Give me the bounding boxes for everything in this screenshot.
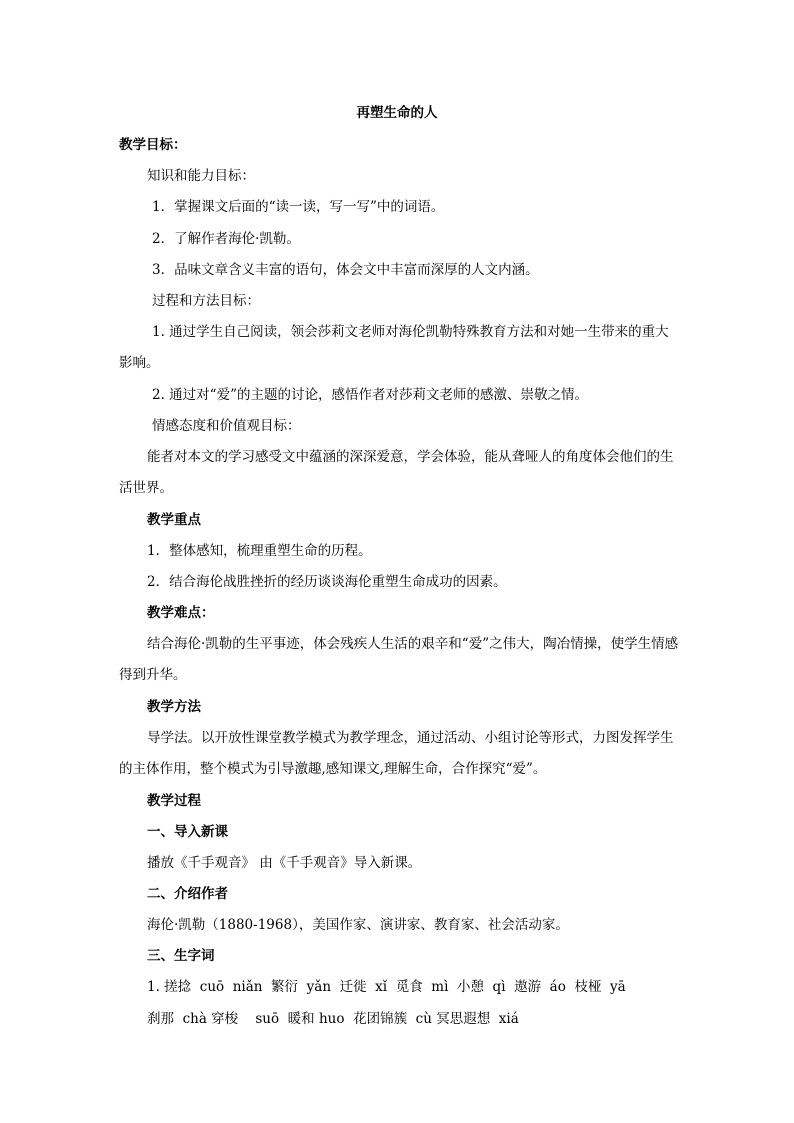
difficulties-heading: 教学难点：	[147, 605, 215, 621]
key-points-heading: 教学重点	[147, 512, 201, 528]
key-point-item-2: 2．结合海伦战胜挫折的经历谈谈海伦重塑生命成功的因素。	[147, 574, 507, 590]
objectives-heading: 教学目标：	[119, 137, 187, 153]
knowledge-goal-item-1: 1．掌握课文后面的“读一读，写一写”中的词语。	[152, 199, 445, 215]
emotion-goal-text: 能者对本文的学习感受文中蕴涵的深深爱意，学会体验，能从聋哑人的角度体会他们的生活世界。	[119, 449, 674, 496]
difficulties-text: 结合海伦·凯勒的生平事迹，体会残疾人生活的艰辛和“爱”之伟大，陶冶情操，使学生情感得到升华。	[119, 636, 679, 683]
part3-heading: 三、生字词	[147, 948, 215, 964]
part2-heading: 二、介绍作者	[147, 886, 228, 902]
knowledge-goal-item-3: 3．品味文章含义丰富的语句，体会文中丰富而深厚的人文内涵。	[152, 262, 539, 278]
teaching-process-heading: 教学过程	[147, 793, 201, 809]
part2-text: 海伦·凯勒（1880-1968），美国作家、演讲家、教育家、社会活动家。	[147, 917, 569, 933]
process-goal-heading: 过程和方法目标：	[152, 293, 260, 309]
knowledge-goal-heading: 知识和能力目标：	[147, 168, 255, 184]
methods-heading: 教学方法	[147, 699, 201, 715]
vocab-line-2: 刹那 chà 穿梭 suō 暖和 huo 花团锦簇 cù 冥思遐想 xiá	[147, 1011, 519, 1027]
document-title: 再塑生命的人	[356, 105, 438, 121]
key-point-item-1: 1．整体感知，梳理重塑生命的历程。	[147, 543, 372, 559]
vocab-line-1: 1. 搓捻 cuō niǎn 繁衍 yǎn 迁徙 xǐ 觅食 mì 小憩 qì 遨游 áo 枝桠 yā	[147, 979, 626, 995]
methods-text: 导学法。以开放性课堂教学模式为教学理念，通过活动、小组讨论等形式，力图发挥学生的主体作用，整个模式为引导激趣,感知课文,理解生命，合作探究“爱”。	[119, 730, 674, 777]
process-goal-item-2: 2. 通过对“爱”的主题的讨论，感悟作者对莎莉文老师的感激、崇敬之情。	[152, 387, 588, 403]
process-goal-item-1: 1. 通过学生自己阅读，领会莎莉文老师对海伦凯勒特殊教育方法和对她一生带来的重大影响。	[119, 324, 669, 371]
knowledge-goal-item-2: 2．了解作者海伦·凯勒。	[152, 231, 300, 247]
part1-text: 播放《千手观音》 由《千手观音》导入新课。	[147, 855, 422, 871]
part1-heading: 一、导入新课	[147, 824, 228, 840]
emotion-goal-heading: 情感态度和价值观目标：	[152, 418, 301, 434]
